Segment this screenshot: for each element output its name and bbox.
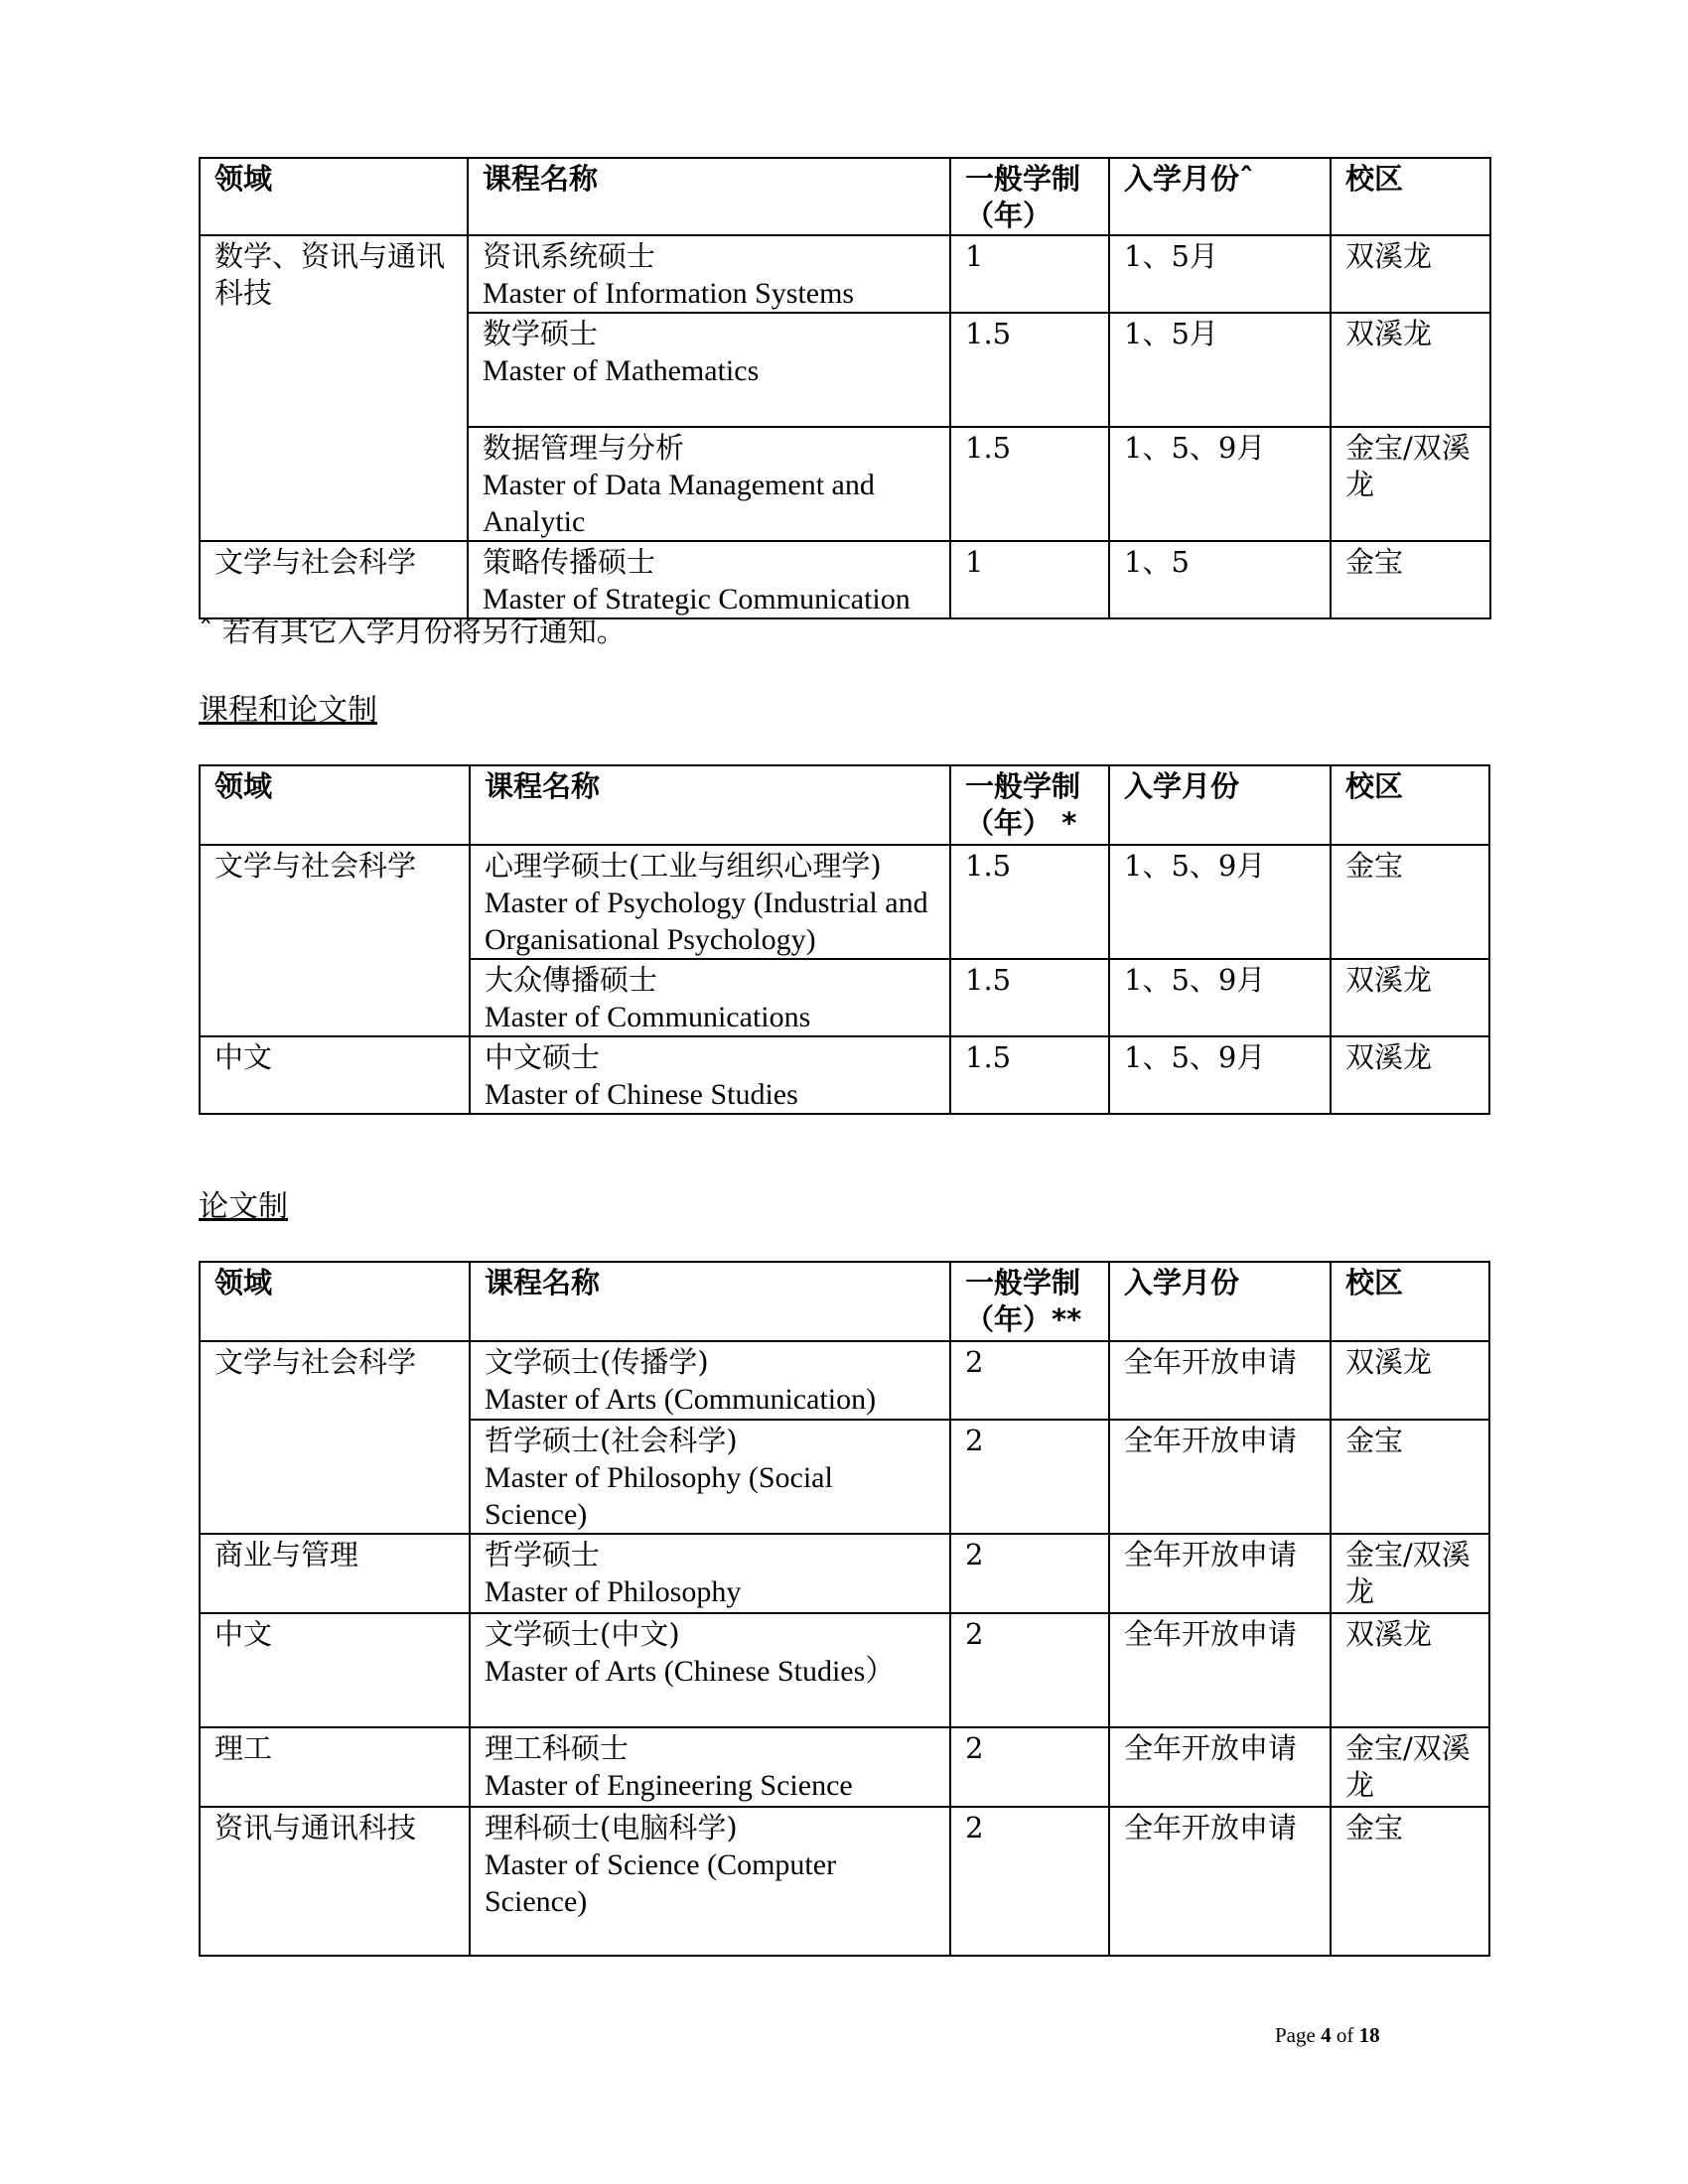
duration-cell: 1.5	[950, 313, 1109, 427]
intake-cell: 1、5月	[1109, 313, 1331, 427]
campus-cell: 双溪龙	[1331, 1613, 1489, 1727]
table-row	[200, 845, 1489, 959]
table-row	[200, 235, 1490, 313]
duration-cell: 2	[950, 1613, 1109, 1727]
field-cell: 数学、资讯与通讯科技	[200, 235, 468, 541]
intake-cell: 1、5、9月	[1109, 1036, 1331, 1114]
table-row	[200, 1613, 1489, 1727]
table-row	[200, 1036, 1489, 1114]
campus-cell: 金宝	[1331, 541, 1490, 618]
campus-cell: 双溪龙	[1331, 235, 1490, 313]
page-number: 4	[1321, 2023, 1332, 2047]
field-cell: 文学与社会科学	[200, 1341, 470, 1534]
table-header-row	[200, 1262, 1489, 1341]
field-cell: 中文	[200, 1613, 470, 1727]
campus-cell: 金宝/双溪龙	[1331, 1727, 1489, 1807]
page-footer	[1275, 2023, 1380, 2048]
intake-footnote: ˆ 若有其它入学月份将另行通知。	[199, 614, 626, 648]
header-campus: 校区	[1331, 158, 1490, 235]
header-program: 课程名称	[470, 765, 950, 845]
table-row	[200, 1807, 1489, 1956]
program-cell: 理工科硕士 Master of Engineering Science	[470, 1727, 950, 1807]
duration-cell: 1	[950, 235, 1109, 313]
header-program: 课程名称	[468, 158, 950, 235]
program-cell: 哲学硕士 Master of Philosophy	[470, 1534, 950, 1613]
program-cell: 心理学硕士(工业与组织心理学) Master of Psychology (Industrial and Organisational Psychology)	[470, 845, 950, 959]
field-cell: 文学与社会科学	[200, 845, 470, 1036]
header-program: 课程名称	[470, 1262, 950, 1341]
table-row	[200, 541, 1490, 618]
program-cell: 中文硕士 Master of Chinese Studies	[470, 1036, 950, 1114]
table-row	[200, 1341, 1489, 1420]
header-intake: 入学月份	[1109, 1262, 1331, 1341]
campus-cell: 双溪龙	[1331, 313, 1490, 427]
duration-cell: 2	[950, 1807, 1109, 1956]
duration-cell: 1.5	[950, 1036, 1109, 1114]
section-title-thesis: 论文制	[199, 1189, 288, 1224]
campus-cell: 金宝/双溪龙	[1331, 1534, 1489, 1613]
intake-cell: 1、5、9月	[1109, 845, 1331, 959]
program-cell: 理科硕士(电脑科学) Master of Science (Computer Science)	[470, 1807, 950, 1956]
program-cell: 文学硕士(传播学) Master of Arts (Communication)	[470, 1341, 950, 1420]
duration-cell: 2	[950, 1727, 1109, 1807]
program-cell: 大众傳播硕士 Master of Communications	[470, 959, 950, 1036]
page-word: Page	[1275, 2023, 1316, 2047]
section-title-coursework-thesis: 课程和论文制	[199, 693, 377, 728]
duration-cell: 2	[950, 1534, 1109, 1613]
program-table-1	[199, 157, 1491, 619]
program-table-3	[199, 1261, 1490, 1957]
header-field: 领域	[200, 158, 468, 235]
campus-cell: 金宝	[1331, 1420, 1489, 1534]
of-word: of	[1336, 2023, 1354, 2047]
campus-cell: 双溪龙	[1331, 959, 1489, 1036]
header-duration: 一般学制 （年）	[950, 158, 1109, 235]
header-duration: 一般学制 （年） *	[950, 765, 1109, 845]
header-campus: 校区	[1331, 1262, 1489, 1341]
duration-cell: 1.5	[950, 845, 1109, 959]
field-cell: 商业与管理	[200, 1534, 470, 1613]
intake-cell: 1、5	[1109, 541, 1331, 618]
intake-cell: 全年开放申请	[1109, 1341, 1331, 1420]
table-header-row	[200, 765, 1489, 845]
program-cell: 数据管理与分析 Master of Data Management and Analytic	[468, 427, 950, 541]
campus-cell: 双溪龙	[1331, 1341, 1489, 1420]
program-cell: 文学硕士(中文) Master of Arts (Chinese Studies）	[470, 1613, 950, 1727]
duration-cell: 1.5	[950, 959, 1109, 1036]
intake-cell: 全年开放申请	[1109, 1613, 1331, 1727]
field-cell: 理工	[200, 1727, 470, 1807]
header-field: 领域	[200, 1262, 470, 1341]
intake-cell: 1、5月	[1109, 235, 1331, 313]
page-total: 18	[1358, 2023, 1380, 2047]
field-cell: 文学与社会科学	[200, 541, 468, 618]
duration-cell: 2	[950, 1341, 1109, 1420]
intake-cell: 1、5、9月	[1109, 959, 1331, 1036]
program-cell: 数学硕士 Master of Mathematics	[468, 313, 950, 427]
program-cell: 哲学硕士(社会科学) Master of Philosophy (Social Science)	[470, 1420, 950, 1534]
program-table-2	[199, 764, 1490, 1115]
campus-cell: 双溪龙	[1331, 1036, 1489, 1114]
header-intake: 入学月份ˆ	[1109, 158, 1331, 235]
table-row	[200, 1534, 1489, 1613]
program-cell: 策略传播硕士 Master of Strategic Communication	[468, 541, 950, 618]
program-cell: 资讯系统硕士 Master of Information Systems	[468, 235, 950, 313]
intake-cell: 全年开放申请	[1109, 1534, 1331, 1613]
header-field: 领域	[200, 765, 470, 845]
duration-cell: 2	[950, 1420, 1109, 1534]
header-intake: 入学月份	[1109, 765, 1331, 845]
table-row	[200, 1727, 1489, 1807]
intake-cell: 全年开放申请	[1109, 1420, 1331, 1534]
table-header-row	[200, 158, 1490, 235]
field-cell: 资讯与通讯科技	[200, 1807, 470, 1956]
field-cell: 中文	[200, 1036, 470, 1114]
intake-cell: 1、5、9月	[1109, 427, 1331, 541]
campus-cell: 金宝	[1331, 845, 1489, 959]
intake-cell: 全年开放申请	[1109, 1727, 1331, 1807]
campus-cell: 金宝	[1331, 1807, 1489, 1956]
campus-cell: 金宝/双溪龙	[1331, 427, 1490, 541]
header-campus: 校区	[1331, 765, 1489, 845]
header-duration: 一般学制 （年）**	[950, 1262, 1109, 1341]
duration-cell: 1.5	[950, 427, 1109, 541]
duration-cell: 1	[950, 541, 1109, 618]
intake-cell: 全年开放申请	[1109, 1807, 1331, 1956]
